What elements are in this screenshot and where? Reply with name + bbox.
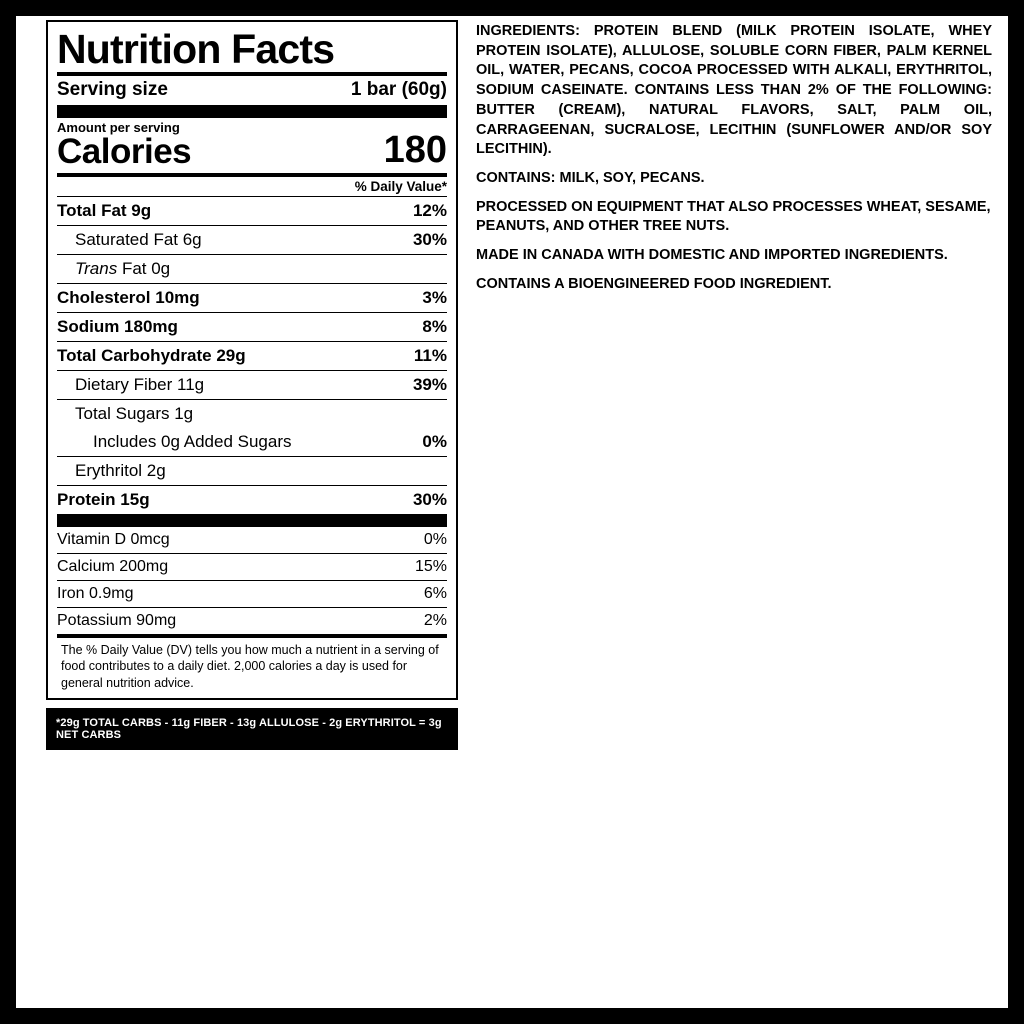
vitamin-pct: 2% — [423, 611, 447, 629]
nutrient-pct: 39% — [412, 374, 447, 394]
calories-row — [57, 131, 447, 173]
nutrient-name: Total Fat 9g — [57, 200, 152, 220]
nutrient-name: Total Carbohydrate 29g — [57, 345, 246, 365]
serving-size-value: 1 bar (60g) — [350, 79, 447, 100]
nutrient-pct: 3% — [422, 287, 447, 307]
vitamin-name: Calcium 200mg — [57, 557, 169, 575]
nutrient-name: Cholesterol 10mg — [57, 287, 200, 307]
nutrient-row — [57, 313, 447, 341]
nutrition-facts-panel — [46, 20, 458, 700]
nutrient-name: Sodium 180mg — [57, 316, 178, 336]
contains-allergens-text: CONTAINS: MILK, SOY, PECANS. — [476, 170, 705, 187]
calories-label: Calories — [57, 132, 192, 172]
processed-equipment-text: PROCESSED ON EQUIPMENT THAT ALSO PROCESSES WHEAT, SESAME, PEANUTS, AND OTHER TREE NUTS. — [476, 198, 991, 235]
nutrient-pct: 30% — [412, 229, 447, 249]
nutrient-row — [57, 371, 447, 399]
nutrient-pct: 12% — [412, 200, 447, 220]
vitamin-name: Vitamin D 0mcg — [57, 530, 170, 548]
nutrient-row — [57, 342, 447, 370]
nutrient-name: Fat 0g — [121, 258, 171, 278]
trans-word: Trans — [75, 258, 118, 278]
label-page — [16, 16, 1008, 1008]
nutrient-row — [57, 197, 447, 225]
nutrient-pct: 30% — [412, 489, 447, 509]
serving-size-row — [57, 76, 447, 105]
vitamin-row — [57, 581, 447, 607]
nutrient-name: Erythritol 2g — [75, 460, 166, 480]
nutrient-row — [57, 428, 447, 456]
calories-value: 180 — [383, 129, 447, 171]
nutrient-pct: 8% — [422, 316, 447, 336]
nutrition-facts-title: Nutrition Facts — [57, 26, 335, 72]
country-of-origin-text: MADE IN CANADA WITH DOMESTIC AND IMPORTED INGREDIENTS. — [476, 247, 948, 264]
nutrient-name: Total Sugars 1g — [75, 403, 194, 423]
vitamin-name: Iron 0.9mg — [57, 584, 134, 602]
ingredients-column — [476, 22, 992, 295]
net-carbs-bar: *29g TOTAL CARBS - 11g FIBER - 13g ALLULOSE - 2g ERYTHRITOL = 3g NET CARBS — [46, 708, 458, 750]
amount-per-serving-label: Amount per serving — [57, 120, 180, 135]
daily-value-header: % Daily Value* — [354, 178, 447, 194]
nutrient-pct: 11% — [413, 345, 447, 365]
nutrient-row — [57, 284, 447, 312]
vitamin-pct: 15% — [414, 557, 447, 575]
vitamin-row — [57, 527, 447, 553]
ingredients-text: INGREDIENTS: PROTEIN BLEND (MILK PROTEIN ISOLATE, WHEY PROTEIN ISOLATE), ALLULOSE, SOLUBLE CORN FIBER, PALM KERNEL OIL, WATER, PECANS, COCOA PROCESSED WITH ALKALI, ERYTHRITOL, SODIUM CASEINATE. CONTAINS LESS THAN 2% OF THE FOLLOWING: BUTTER (CREAM), NATURAL FLAVORS, SALT, PALM OIL, CARRAGEENAN, SUCRALOSE, LECITHIN (SUNFLOWER AND/OR SOY LECITHIN). — [476, 23, 992, 158]
nutrient-row — [57, 486, 447, 514]
nutrient-name: Protein 15g — [57, 489, 150, 509]
nutrient-name: Dietary Fiber 11g — [75, 374, 205, 394]
nutrient-row — [57, 255, 447, 283]
nutrient-name: Includes 0g Added Sugars — [93, 431, 292, 451]
vitamin-name: Potassium 90mg — [57, 611, 177, 629]
vitamin-row — [57, 608, 447, 634]
vitamin-pct: 0% — [423, 530, 447, 548]
bioengineered-text: CONTAINS A BIOENGINEERED FOOD INGREDIENT. — [476, 275, 832, 292]
daily-value-footnote: The % Daily Value (DV) tells you how much a nutrient in a serving of food contributes to a daily diet. 2,000 calories a day is used for general nutrition advice. — [61, 642, 439, 690]
nutrient-row — [57, 226, 447, 254]
divider-thick-top — [57, 105, 447, 118]
divider-thick-bottom — [57, 514, 447, 527]
nutrient-name: Saturated Fat 6g — [75, 229, 202, 249]
nutrient-row — [57, 457, 447, 485]
vitamin-row — [57, 554, 447, 580]
nutrient-row — [57, 400, 447, 428]
nutrient-pct: 0% — [422, 431, 447, 451]
vitamin-pct: 6% — [423, 584, 447, 602]
serving-size-label: Serving size — [57, 79, 168, 100]
